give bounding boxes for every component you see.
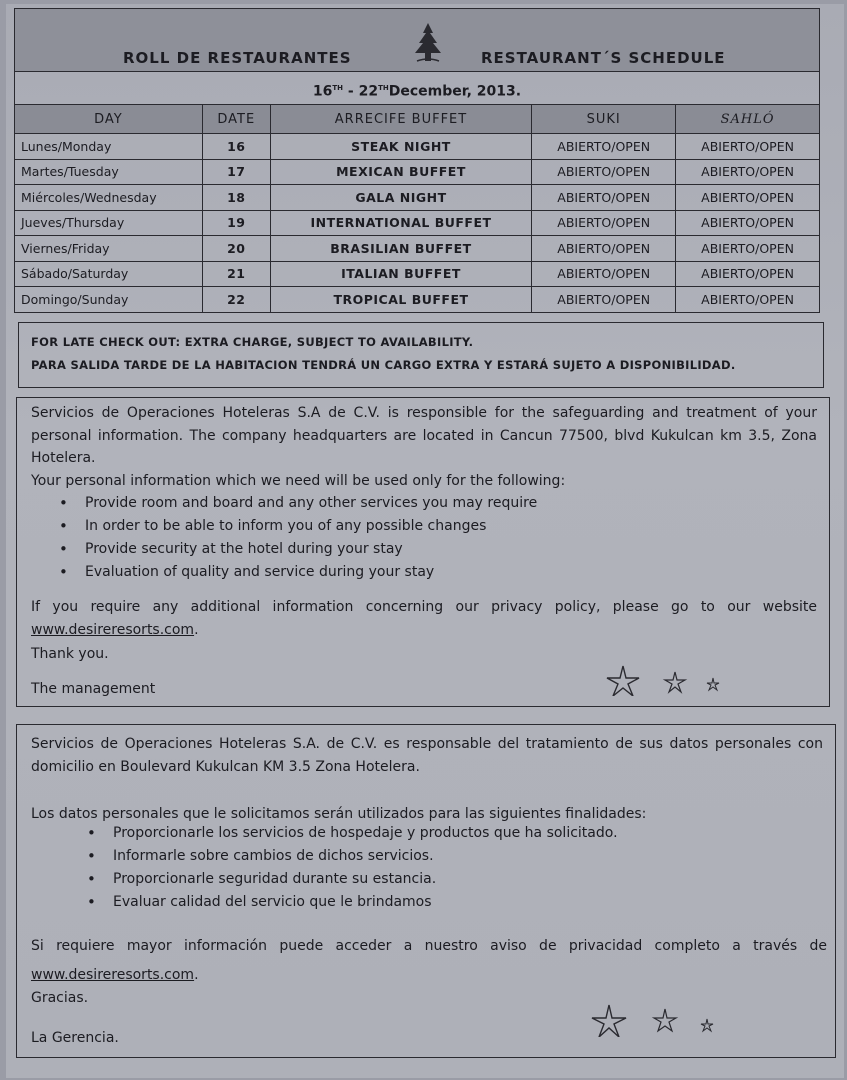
thank-you: Thank you. <box>31 646 109 662</box>
three-stars-icon <box>589 1003 719 1037</box>
day-cell: Sábado/Saturday <box>15 261 203 287</box>
column-header-date: DATE <box>202 105 270 134</box>
date-cell: 22 <box>202 287 270 313</box>
policy-more-info: Si requiere mayor información puede acceder a nuestro aviso de privacidad completo a través de <box>31 938 827 954</box>
date-range <box>15 71 819 105</box>
policy-more-info: If you require any additional information concerning our privacy policy, please go to our website <box>31 599 817 615</box>
day-cell: Jueves/Thursday <box>15 210 203 236</box>
policy-intro: Servicios de Operaciones Hoteleras S.A de C.V. is responsible for the safeguarding and treatment of your personal information. The company headquarters are located in Cancun 77500, blvd Kukulcan km 3.5, Zona Hotelera. <box>31 405 817 466</box>
list-item: • Provide room and board and any other services you may require <box>71 492 537 515</box>
list-item: • Proporcionarle seguridad durante su estancia. <box>99 868 618 891</box>
column-header-arrecife-buffet: ARRECIFE BUFFET <box>270 105 532 134</box>
date-start: 16 <box>312 83 333 100</box>
date-cell: 20 <box>202 236 270 262</box>
list-item: • Provide security at the hotel during your stay <box>71 538 537 561</box>
suki-cell: ABIERTO/OPEN <box>532 236 676 262</box>
table-row <box>15 261 820 287</box>
website-line <box>31 964 199 987</box>
list-item: • In order to be able to inform you of any possible changes <box>71 515 537 538</box>
sahlo-cell: ABIERTO/OPEN <box>676 185 820 211</box>
date-month-year: December, 2013. <box>388 83 522 100</box>
sahlo-cell: ABIERTO/OPEN <box>676 134 820 160</box>
date-end: - 22 <box>343 83 379 100</box>
sahlo-cell: ABIERTO/OPEN <box>676 287 820 313</box>
suki-cell: ABIERTO/OPEN <box>532 287 676 313</box>
website-period: . <box>194 967 199 983</box>
buffet-cell: TROPICAL BUFFET <box>270 287 532 313</box>
policy-intro: Servicios de Operaciones Hoteleras S.A. de C.V. es responsable del tratamiento de sus datos personales con domicilio en Boulevard Kukulcan KM 3.5 Zona Hotelera. <box>31 736 823 775</box>
buffet-cell: GALA NIGHT <box>270 185 532 211</box>
suki-cell: ABIERTO/OPEN <box>532 185 676 211</box>
buffet-cell: INTERNATIONAL BUFFET <box>270 210 532 236</box>
column-header-sahlo: SAHLÓ <box>676 105 820 134</box>
sahlo-cell: ABIERTO/OPEN <box>676 261 820 287</box>
policy-list <box>99 822 618 914</box>
policy-lead: Los datos personales que le solicitamos serán utilizados para las siguientes finalidades: <box>31 806 647 822</box>
three-stars-icon <box>605 664 725 696</box>
website-period: . <box>194 622 199 638</box>
privacy-policy-spanish <box>16 724 836 1058</box>
title-spanish: ROLL DE RESTAURANTES <box>123 49 352 67</box>
column-header-day: DAY <box>15 105 203 134</box>
table-row <box>15 159 820 185</box>
date-cell: 19 <box>202 210 270 236</box>
buffet-cell: STEAK NIGHT <box>270 134 532 160</box>
policy-lead: Your personal information which we need will be used only for the following: <box>31 473 566 489</box>
late-checkout-english: FOR LATE CHECK OUT: EXTRA CHARGE, SUBJECT TO AVAILABILITY. <box>31 335 474 349</box>
date-cell: 16 <box>202 134 270 160</box>
table-row <box>15 185 820 211</box>
list-item: • Proporcionarle los servicios de hospedaje y productos que ha solicitado. <box>99 822 618 845</box>
list-item: • Evaluar calidad del servicio que le brindamos <box>99 891 618 914</box>
thank-you: Gracias. <box>31 990 89 1006</box>
date-cell: 17 <box>202 159 270 185</box>
date-cell: 18 <box>202 185 270 211</box>
website-link[interactable]: www.desireresorts.com <box>31 967 195 983</box>
day-cell: Domingo/Sunday <box>15 287 203 313</box>
day-cell: Martes/Tuesday <box>15 159 203 185</box>
sahlo-cell: ABIERTO/OPEN <box>676 236 820 262</box>
late-checkout-spanish: PARA SALIDA TARDE DE LA HABITACION TENDRÁ UN CARGO EXTRA Y ESTARÁ SUJETO A DISPONIBILIDAD. <box>31 358 736 372</box>
header-band <box>15 9 819 72</box>
website-link[interactable]: www.desireresorts.com <box>31 622 195 638</box>
list-item: • Informarle sobre cambios de dichos servicios. <box>99 845 618 868</box>
column-header-suki: SUKI <box>532 105 676 134</box>
signature: La Gerencia. <box>31 1030 119 1046</box>
day-cell: Viernes/Friday <box>15 236 203 262</box>
sahlo-cell: ABIERTO/OPEN <box>676 210 820 236</box>
sahlo-cell: ABIERTO/OPEN <box>676 159 820 185</box>
late-checkout-notice <box>18 322 824 388</box>
day-cell: Lunes/Monday <box>15 134 203 160</box>
suki-cell: ABIERTO/OPEN <box>532 134 676 160</box>
table-row <box>15 134 820 160</box>
buffet-cell: ITALIAN BUFFET <box>270 261 532 287</box>
date-cell: 21 <box>202 261 270 287</box>
table-row <box>15 210 820 236</box>
title-english: RESTAURANT´S SCHEDULE <box>481 49 726 67</box>
policy-list <box>71 492 537 584</box>
list-item: • Evaluation of quality and service during your stay <box>71 561 537 584</box>
table-row <box>15 236 820 262</box>
privacy-policy-english <box>16 397 830 707</box>
suki-cell: ABIERTO/OPEN <box>532 261 676 287</box>
signature: The management <box>31 681 156 697</box>
date-start-suffix: TH <box>332 84 344 92</box>
date-end-suffix: TH <box>378 84 389 92</box>
restaurant-schedule-table <box>14 104 820 313</box>
buffet-cell: BRASILIAN BUFFET <box>270 236 532 262</box>
buffet-cell: MEXICAN BUFFET <box>270 159 532 185</box>
suki-cell: ABIERTO/OPEN <box>532 159 676 185</box>
tree-logo-icon <box>407 21 449 65</box>
website-line <box>31 619 199 642</box>
table-row <box>15 287 820 313</box>
table-header-row <box>15 105 820 134</box>
day-cell: Miércoles/Wednesday <box>15 185 203 211</box>
suki-cell: ABIERTO/OPEN <box>532 210 676 236</box>
